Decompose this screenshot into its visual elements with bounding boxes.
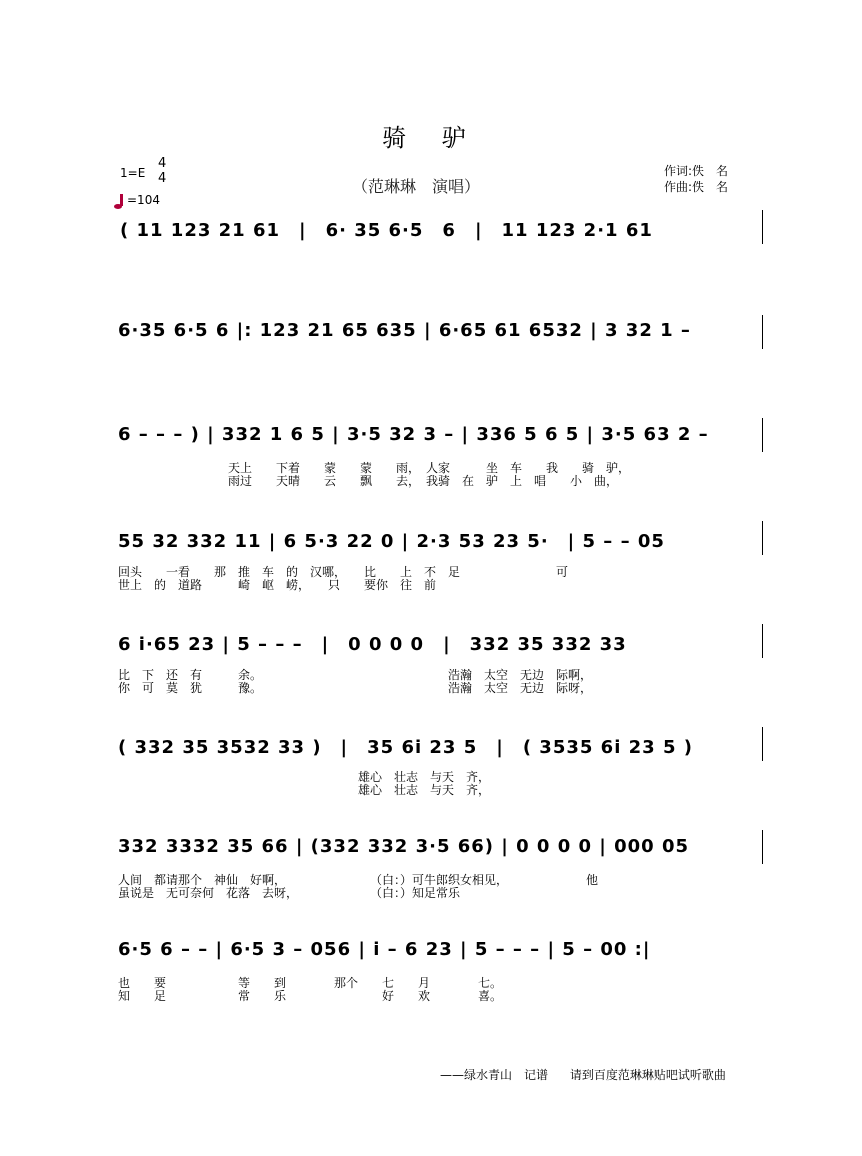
quarter-note-icon: [120, 194, 123, 206]
composer-label: 作曲:佚 名: [664, 180, 729, 194]
credits: [664, 163, 728, 195]
lyric-line-4b: 世上 的 道路 崎 岖 崂， 只 要你 往 前: [118, 578, 437, 592]
lyric-line-5a: 比 下 还 有 余。 浩瀚 太空 无边 际啊，: [118, 668, 593, 682]
barline: [762, 521, 763, 555]
staff-line-4: 55 32 332 11 | 6 5·3 22 0 | 2·3 53 23 5· | 5 – – 05: [118, 531, 665, 552]
lyric-line-6b: 雄心 壮志 与天 齐，: [358, 783, 491, 797]
lyric-line-3b: 雨过 天晴 云 飘 去， 我骑 在 驴 上 唱 小 曲，: [228, 474, 619, 488]
staff-line-5: 6 i·65 23 | 5 – – – | 0 0 0 0 | 332 35 332 33: [118, 634, 627, 655]
time-signature: 4 4: [158, 156, 167, 186]
barline: [762, 210, 763, 244]
tempo-marking: =104: [120, 193, 160, 207]
barline: [762, 830, 763, 864]
lyric-line-8b: 知 足 常 乐 好 欢 喜。: [118, 989, 503, 1003]
barline: [762, 315, 763, 349]
lyric-line-5b: 你 可 莫 犹 豫。 浩瀚 太空 无边 际呀，: [118, 681, 593, 695]
key-signature: 1=E: [120, 166, 146, 180]
staff-line-2: 6·35 6·5 6 |: 123 21 65 635 | 6·65 61 6532 | 3 32 1 –: [118, 320, 691, 341]
lyricist-label: 作词:佚 名: [664, 164, 729, 178]
lyric-line-7b: 虽说是 无可奈何 花落 去呀， （白：）知足常乐: [118, 886, 461, 900]
barline: [762, 418, 763, 452]
staff-line-3: 6 – – – ) | 332 1 6 5 | 3·5 32 3 – | 336 5 6 5 | 3·5 63 2 –: [118, 424, 709, 445]
lyric-line-7a: 人间 都请那个 神仙 好啊， （白：）可牛郎织女相见， 他: [118, 873, 599, 887]
lyric-line-8a: 也 要 等 到 那个 七 月 七。: [118, 976, 503, 990]
singer-label: （范琳琳 演唱）: [352, 177, 481, 196]
transcriber-label: ——绿水青山 记谱: [440, 1068, 549, 1082]
lyric-line-6a: 雄心 壮志 与天 齐，: [358, 770, 491, 784]
staff-line-1: ( 11 123 21 61 | 6· 35 6·5 6 | 11 123 2·1 61: [120, 220, 672, 241]
staff-line-7: 332 3332 35 66 | (332 332 3·5 66) | 0 0 0 0 | 000 05: [118, 836, 690, 857]
footer: [440, 1066, 744, 1083]
lyric-line-4a: 回头 一看 那 推 车 的 汉哪， 比 上 不 足 可: [118, 565, 569, 579]
lyric-line-3a: 天上 下着 蒙 蒙 雨， 人家 坐 车 我 骑 驴，: [228, 461, 631, 475]
barline: [762, 624, 763, 658]
staff-line-8: 6·5 6 – – | 6·5 3 – 056 | i – 6 23 | 5 – – – | 5 – 00 :|: [118, 939, 651, 960]
song-title: 骑 驴: [382, 124, 480, 152]
staff-line-6: ( 332 35 3532 33 ) | 35 6i 23 5 | ( 3535 6i 23 5 ): [118, 737, 693, 758]
listen-note: 请到百度范琳琳贴吧试听歌曲: [569, 1068, 726, 1082]
barline: [762, 727, 763, 761]
